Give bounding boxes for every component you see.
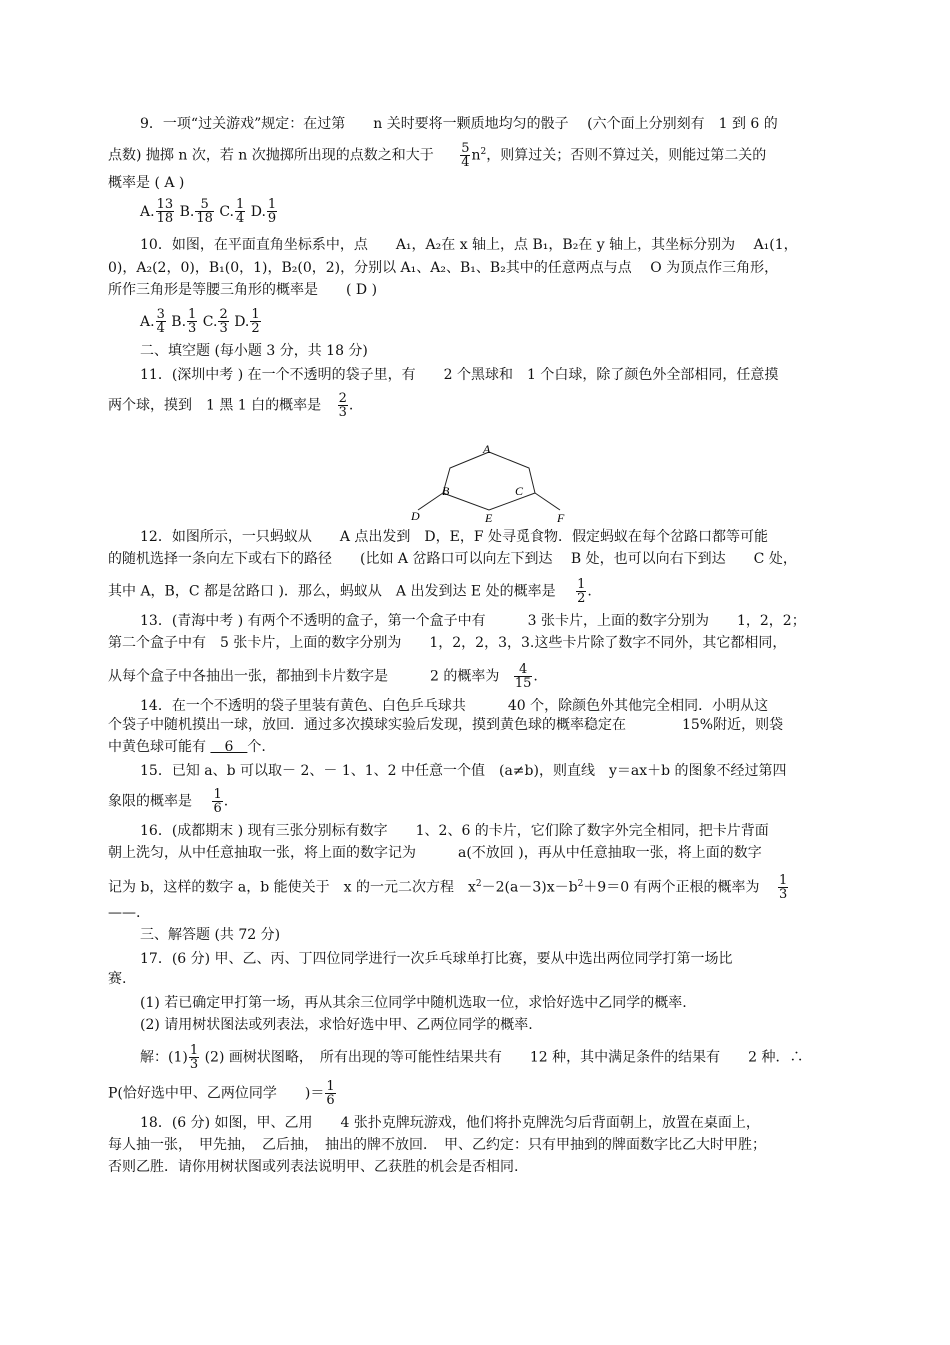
q15-line2: 象限的概率是 $\frac{1}{6}$ .	[108, 787, 229, 816]
q13-line1: 13．(青海中考 ) 有两个不透明的盒子，第一个盒子中有 3 张卡片，上面的数字分别为 1，2，2；	[140, 613, 806, 629]
label-d: D	[411, 509, 420, 523]
q16-line4: ——.	[108, 905, 141, 921]
q17-line1: 17．(6 分) 甲、乙、丙、丁四位同学进行一次乒乓球单打比赛，要从中选出两位同学打第一场比	[140, 951, 733, 967]
label-a: A	[483, 442, 491, 456]
q13-line2: 第二个盒子中有 5 张卡片，上面的数字分别为 1，2，2，3，3.这些卡片除了数字不同外，其它都相同，	[108, 635, 787, 651]
q16-line3: 记为 b，这样的数字 a，b 能使关于 x 的一元二次方程 $x^2-2(a-3)x-b^2+9=0$ 有两个正根的概率为 $\frac{1}{3}$	[108, 873, 788, 902]
q16-line1: 16．(成都期末 ) 现有三张分别标有数字 1、2、6 的卡片，它们除了数字外完全相同，把卡片背面	[140, 823, 769, 839]
q17-solution-line2: P(恰好选中甲、乙两位同学 )＝ $\frac{1}{6}$	[108, 1079, 335, 1108]
q11-answer: $\frac{2}{3}$	[338, 391, 347, 420]
q18-line1: 18．(6 分) 如图，甲、乙用 4 张扑克牌玩游戏，他们将扑克牌洗匀后背面朝上，放置在桌面上，	[140, 1115, 760, 1131]
label-b: B	[442, 484, 450, 498]
q9-option-b: B. $\frac{5}{18}$	[179, 197, 213, 226]
q10-option-a: A. $\frac{3}{4}$	[140, 307, 165, 336]
q15-line1: 15．已知 a、b 可以取－ 2、－ 1、1、2 中任意一个值 (a≠b)，则直线 y＝ax＋b 的图象不经过第四	[140, 763, 787, 779]
label-e: E	[485, 511, 493, 523]
q13-line3: 从每个盒子中各抽出一张，都抽到卡片数字是 2 的概率为 $\frac{4}{15}$ .	[108, 662, 538, 691]
q14-line2: 个袋子中随机摸出一球，放回．通过多次摸球实验后发现，摸到黄色球的概率稳定在 15%附近，则袋	[108, 717, 784, 733]
q14-line3: 中黄色球可能有 6 个.	[108, 739, 266, 755]
section-fill-in-heading: 二、填空题 (每小题 3 分，共 18 分)	[140, 343, 368, 359]
ant-path-figure	[405, 438, 575, 523]
left-path-line	[418, 452, 489, 510]
q13-answer: $\frac{4}{15}$	[514, 662, 532, 691]
q10-line2: 0)，A₂(2，0)，B₁(0，1)，B₂(0，2)，分别以 A₁、A₂、B₁、B₂其中的任意两点与点 O 为顶点作三角形，	[108, 260, 779, 276]
label-f: F	[557, 511, 565, 523]
q17-part1: (1) 若已确定甲打第一场，再从其余三位同学中随机选取一位，求恰好选中乙同学的概率.	[140, 995, 687, 1011]
q12-line3: 其中 A，B，C 都是岔路口 )．那么，蚂蚁从 A 出发到达 E 处的概率是 $\frac{1}{2}$ .	[108, 577, 592, 606]
q17-part2: (2) 请用树状图法或列表法，求恰好选中甲、乙两位同学的概率.	[140, 1017, 533, 1033]
q9-line3: 概率是 ( A )	[108, 175, 185, 191]
q10-option-b: B. $\frac{1}{3}$	[171, 307, 197, 336]
q14-line1: 14．在一个不透明的袋子里装有黄色、白色乒乓球共 40 个，除颜色外其他完全相同．小明从这	[140, 698, 769, 714]
label-c: C	[515, 484, 524, 498]
q9-option-c: C. $\frac{1}{4}$	[219, 197, 245, 226]
section-solution-heading: 三、解答题 (共 72 分)	[140, 927, 281, 943]
q10-line1: 10．如图，在平面直角坐标系中，点 A₁，A₂在 x 轴上，点 B₁，B₂在 y 轴上，其坐标分别为 A₁(1，	[140, 237, 798, 253]
q9-option-a: A. $\frac{13}{18}$	[140, 197, 174, 226]
q14-answer: 6	[210, 739, 248, 755]
q18-line2: 每人抽一张， 甲先抽， 乙后抽， 抽出的牌不放回． 甲、乙约定：只有甲抽到的牌面数字比乙大时甲胜；	[108, 1137, 766, 1153]
right-path-line	[489, 452, 560, 510]
q17-solution-line1: 解：(1) $\frac{1}{3}$ (2) 画树状图略， 所有出现的等可能性结果共有 12 种，其中满足条件的结果有 2 种．∴	[140, 1043, 804, 1072]
q9-option-d: D. $\frac{1}{9}$	[250, 197, 277, 226]
q17-line2: 赛.	[108, 971, 127, 987]
q12-line1: 12．如图所示，一只蚂蚁从 A 点出发到 D，E，F 处寻觅食物．假定蚂蚁在每个岔路口都等可能	[140, 529, 768, 545]
q18-line3: 否则乙胜．请你用树状图或列表法说明甲、乙获胜的机会是否相同.	[108, 1159, 519, 1175]
q12-line2: 的随机选择一条向左下或右下的路径 (比如 A 岔路口可以向左下到达 B 处，也可以向右下到达 C 处，	[108, 551, 797, 567]
q11-line2: 两个球，摸到 1 黑 1 白的概率是 $\frac{2}{3}$ .	[108, 391, 354, 420]
q16-line2: 朝上洗匀，从中任意抽取一张，将上面的数字记为 a(不放回 )，再从中任意抽取一张，将上面的数字	[108, 845, 762, 861]
q17-answer2: $\frac{1}{6}$	[326, 1079, 335, 1108]
q10-option-d: D. $\frac{1}{2}$	[234, 307, 260, 336]
q10-options	[140, 308, 262, 335]
q9-options	[140, 198, 278, 225]
q11-line1: 11．(深圳中考 ) 在一个不透明的袋子里，有 2 个黑球和 1 个白球，除了颜色外全部相同，任意摸	[140, 367, 779, 383]
q10-option-c: C. $\frac{2}{3}$	[202, 307, 228, 336]
q15-answer: $\frac{1}{6}$	[213, 787, 222, 816]
q12-answer: $\frac{1}{2}$	[577, 577, 586, 606]
q10-line3: 所作三角形是等腰三角形的概率是 ( D )	[108, 282, 378, 298]
q9-line1: 9．一项“过关游戏”规定：在过第 n 关时要将一颗质地均匀的骰子 (六个面上分别刻有 1 到 6 的	[140, 116, 778, 132]
q17-answer1: $\frac{1}{3}$	[189, 1043, 199, 1072]
q9-line2: 点数) 抛掷 n 次，若 n 次抛掷所出现的点数之和大于 $\frac{5}{4}$ $n^2$，则算过关；否则不算过关，则能过第二关的	[108, 141, 767, 170]
q9-inline-fraction: $\frac{5}{4}$	[461, 141, 470, 170]
q16-answer: $\frac{1}{3}$	[779, 873, 788, 902]
